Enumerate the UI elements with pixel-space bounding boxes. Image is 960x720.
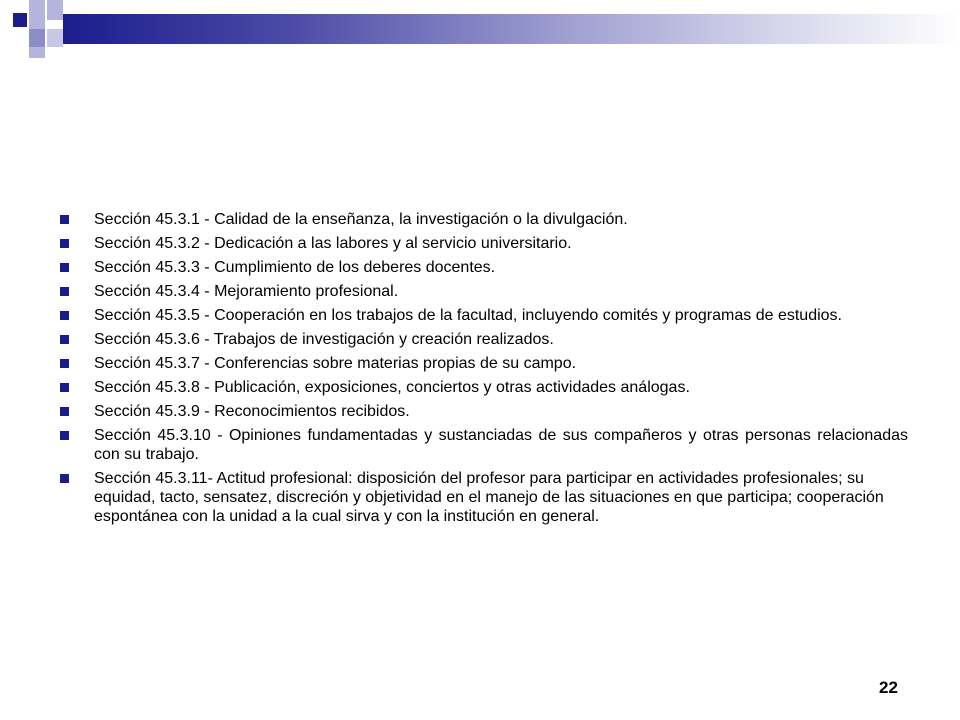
list-item-text: Sección 45.3.3 - Cumplimiento de los deberes docentes. bbox=[94, 259, 496, 276]
list-item-text: Sección 45.3.7 - Conferencias sobre materias propias de su campo. bbox=[94, 355, 577, 372]
list-item bbox=[60, 354, 908, 373]
decorative-square bbox=[47, 29, 63, 47]
square-bullet-icon bbox=[60, 407, 69, 416]
list-item-text: Sección 45.3.9 - Reconocimientos recibidos. bbox=[94, 403, 410, 420]
header-gradient-bar bbox=[63, 14, 960, 44]
list-item bbox=[60, 469, 908, 526]
list-item bbox=[60, 306, 908, 325]
list-item-text: Sección 45.3.8 - Publicación, exposiciones, conciertos y otras actividades análogas. bbox=[94, 379, 690, 396]
list-item-text: Sección 45.3.10 - Opiniones fundamentadas y sustanciadas de sus compañeros y otras personas relacionadas con su trabajo. bbox=[94, 427, 908, 463]
square-bullet-icon bbox=[60, 431, 69, 440]
square-bullet-icon bbox=[60, 335, 69, 344]
list-item bbox=[60, 282, 908, 301]
decorative-square bbox=[29, 47, 45, 58]
page-number: 22 bbox=[879, 678, 898, 697]
square-bullet-icon bbox=[60, 383, 69, 392]
list-item-text: Sección 45.3.5 - Cooperación en los trabajos de la facultad, incluyendo comités y programas de estudios. bbox=[94, 307, 842, 324]
decorative-square bbox=[13, 13, 27, 27]
list-item bbox=[60, 426, 908, 464]
list-item-text: Sección 45.3.4 - Mejoramiento profesional. bbox=[94, 283, 399, 300]
square-bullet-icon bbox=[60, 239, 69, 248]
list-item bbox=[60, 402, 908, 421]
decorative-square bbox=[29, 0, 45, 29]
list-item bbox=[60, 378, 908, 397]
list-item-text: Sección 45.3.11- Actitud profesional: disposición del profesor para participar en actividades profesionales; su equidad, tacto, sensatez, discreción y objetividad en el manejo de las situaciones en que participa; cooperación espontánea con la unidad a la cual sirva y con la institución en general. bbox=[94, 470, 884, 525]
list-item bbox=[60, 330, 908, 349]
square-bullet-icon bbox=[60, 359, 69, 368]
square-bullet-icon bbox=[60, 311, 69, 320]
square-bullet-icon bbox=[60, 287, 69, 296]
decorative-square bbox=[29, 29, 45, 47]
square-bullet-icon bbox=[60, 474, 69, 483]
list-item-text: Sección 45.3.6 - Trabajos de investigación y creación realizados. bbox=[94, 331, 554, 348]
list-item bbox=[60, 258, 908, 277]
square-bullet-icon bbox=[60, 215, 69, 224]
square-bullet-icon bbox=[60, 263, 69, 272]
list-item-text: Sección 45.3.2 - Dedicación a las labores y al servicio universitario. bbox=[94, 235, 572, 252]
list-item bbox=[60, 234, 908, 253]
list-item-text: Sección 45.3.1 - Calidad de la enseñanza, la investigación o la divulgación. bbox=[94, 211, 628, 228]
bullet-list bbox=[60, 210, 908, 531]
list-item bbox=[60, 210, 908, 229]
decorative-square bbox=[47, 0, 63, 20]
